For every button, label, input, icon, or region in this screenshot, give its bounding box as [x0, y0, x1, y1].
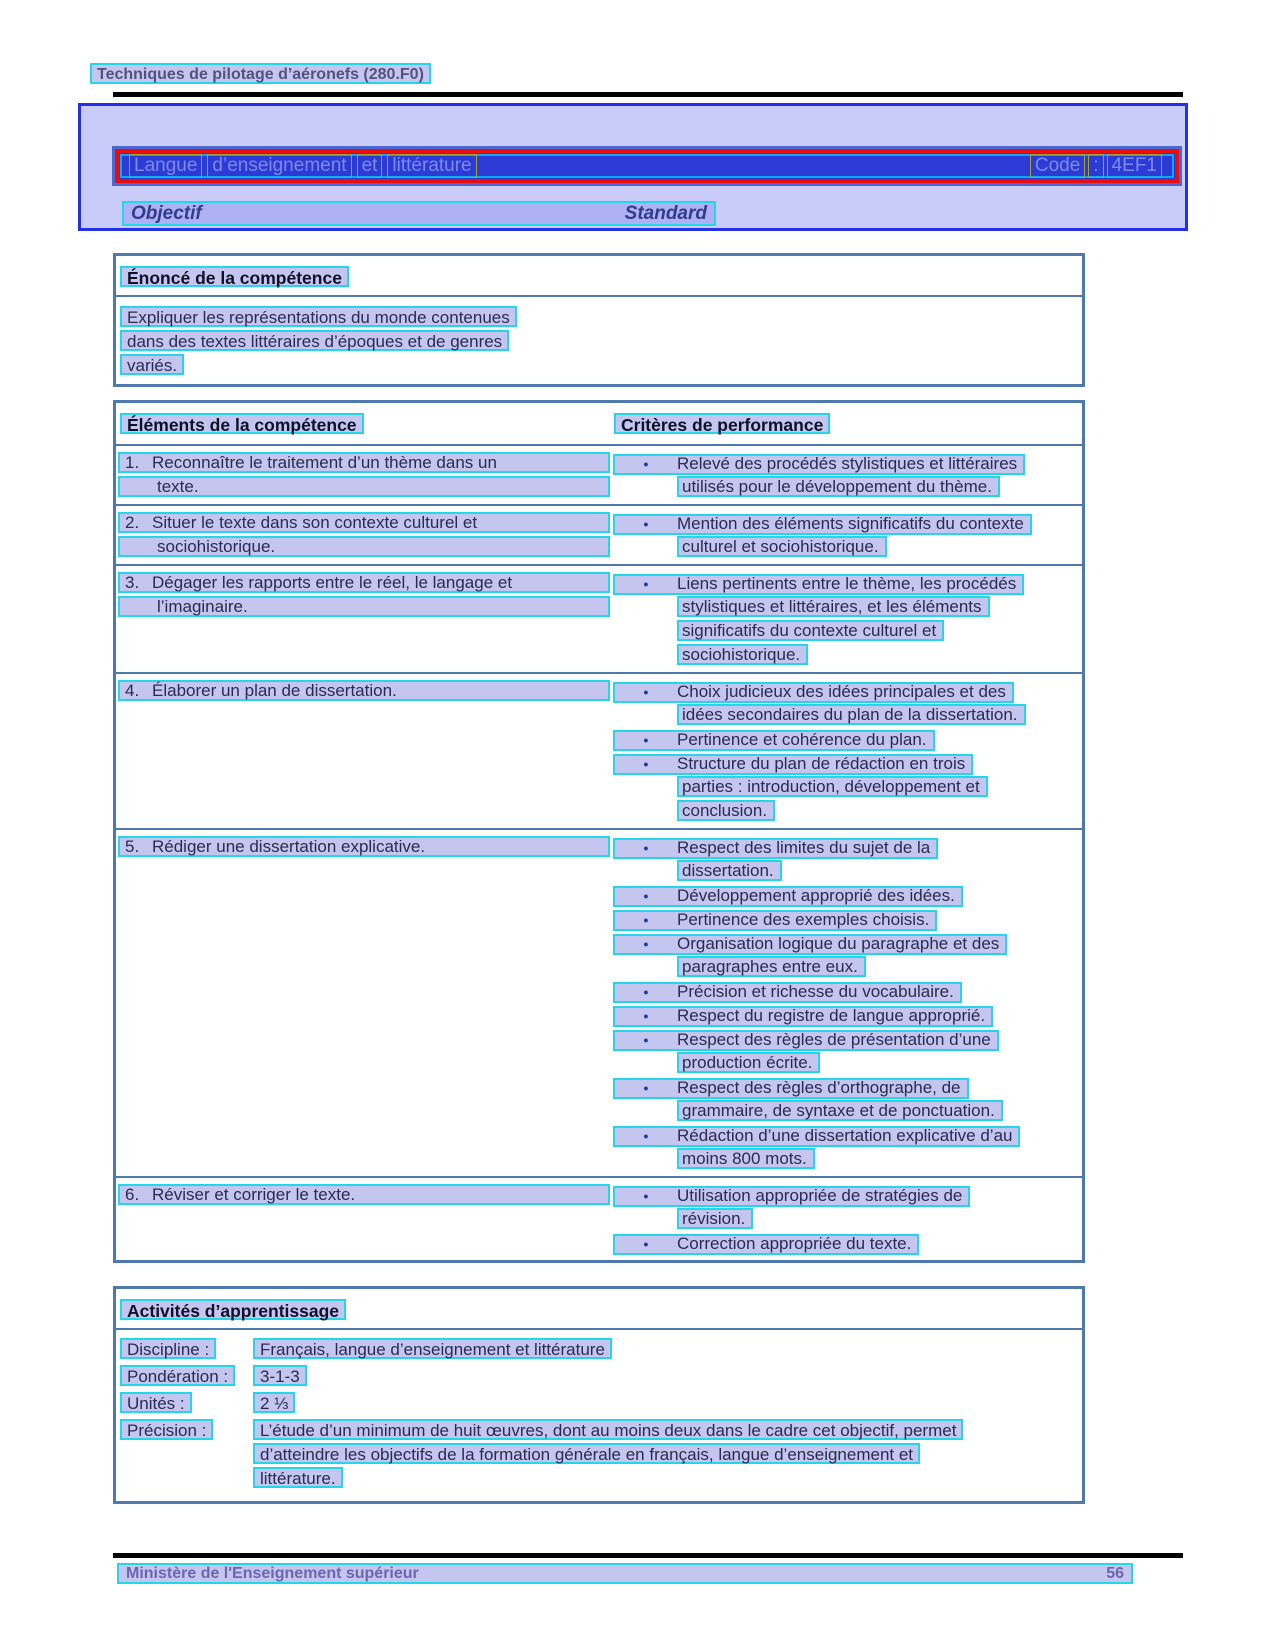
criterion-line: parties : introduction, développement et [682, 776, 980, 796]
bullet-icon: ● [643, 1083, 649, 1093]
bullet-icon: ● [643, 579, 649, 589]
enonce-header: Énoncé de la compétence [120, 266, 349, 287]
activities-header-row [116, 1289, 1082, 1330]
activity-value: 2 ⅓ [253, 1392, 295, 1413]
element-line: l’imaginaire. [157, 596, 248, 616]
elements-header-row [116, 403, 1082, 446]
table-row [116, 564, 1082, 672]
objectif-label: Objectif [131, 202, 202, 224]
enonce-header-row [116, 256, 1082, 297]
activity-value: d’atteindre les objectifs de la formation générale en français, langue d’enseignement et [253, 1443, 920, 1464]
item-number: 6. [125, 1184, 140, 1204]
activity-value: Français, langue d’enseignement et littérature [253, 1338, 612, 1359]
criterion-line: culturel et sociohistorique. [682, 536, 879, 556]
bullet-icon: ● [643, 459, 649, 469]
criterion-line: Choix judicieux des idées principales et des [677, 682, 1006, 701]
element-line: Dégager les rapports entre le réel, le langage et [152, 572, 513, 592]
bullet-icon: ● [643, 1131, 649, 1141]
course-title-bar [112, 146, 1182, 186]
criterion-line: Rédaction d’une dissertation explicative d’au [677, 1126, 1013, 1145]
course-word: Langue [129, 154, 202, 178]
criterion-line: paragraphes entre eux. [682, 956, 858, 976]
elements-header: Éléments de la compétence [120, 413, 364, 434]
element-line: sociohistorique. [157, 536, 276, 556]
activity-row [120, 1338, 1082, 1360]
course-word: et [357, 154, 383, 178]
criterion-line: Développement approprié des idées. [677, 886, 955, 905]
code-label: Code [1030, 154, 1085, 178]
bullet-icon: ● [643, 735, 649, 745]
activity-row [120, 1365, 1082, 1387]
item-number: 4. [125, 680, 140, 700]
criterion-line: conclusion. [682, 800, 768, 820]
criterion-line: stylistiques et littéraires, et les éléments [682, 596, 982, 616]
bullet-icon: ● [643, 759, 649, 769]
elements-box [113, 400, 1085, 1263]
table-row [116, 446, 1082, 504]
code-value: 4EF1 [1107, 154, 1162, 178]
course-word: d’enseignement [207, 154, 351, 178]
criterion-line: production écrite. [682, 1052, 813, 1072]
header-rule [113, 92, 1183, 97]
header-title: Techniques de pilotage d’aéronefs (280.F0) [90, 63, 431, 84]
criterion-line: Pertinence des exemples choisis. [677, 910, 930, 929]
bullet-icon: ● [643, 843, 649, 853]
item-number: 3. [125, 572, 140, 592]
course-title [129, 154, 482, 178]
criterion-line: révision. [682, 1208, 746, 1228]
footer-title: Ministère de l'Enseignement supérieur [126, 1564, 419, 1582]
criterion-line: sociohistorique. [682, 644, 801, 664]
activities-header: Activités d’apprentissage [120, 1299, 346, 1320]
criterion-line: Relevé des procédés stylistiques et littéraires [677, 454, 1018, 473]
criterion-line: Correction appropriée du texte. [677, 1234, 912, 1253]
standard-section-box [78, 103, 1188, 231]
table-row [116, 672, 1082, 828]
item-number: 1. [125, 452, 140, 472]
element-line: Reconnaître le traitement d’un thème dans un [152, 452, 497, 472]
criterion-line: significatifs du contexte culturel et [682, 620, 937, 640]
criterion-line: grammaire, de syntaxe et de ponctuation. [682, 1100, 995, 1120]
criterion-line: Structure du plan de rédaction en trois [677, 754, 966, 773]
table-row [116, 504, 1082, 564]
activity-label: Unités : [120, 1392, 192, 1413]
bullet-icon: ● [643, 687, 649, 697]
table-row [116, 828, 1082, 1176]
criterion-line: Respect des règles de présentation d’une [677, 1030, 991, 1049]
bullet-icon: ● [643, 1035, 649, 1045]
code-separator: : [1088, 154, 1103, 178]
criterion-line: Respect du registre de langue approprié. [677, 1006, 986, 1025]
enonce-line: variés. [120, 354, 184, 375]
bullet-icon: ● [643, 1239, 649, 1249]
standard-label: Standard [624, 202, 707, 224]
page-header [90, 63, 431, 84]
course-code [1030, 154, 1165, 178]
item-number: 2. [125, 512, 140, 532]
activities-body [116, 1330, 1082, 1501]
element-line: Élaborer un plan de dissertation. [152, 680, 397, 700]
footer-rule [113, 1553, 1183, 1558]
activity-label: Précision : [120, 1419, 213, 1440]
element-line: Réviser et corriger le texte. [152, 1184, 356, 1204]
bullet-icon: ● [643, 915, 649, 925]
activity-value: 3-1-3 [253, 1365, 307, 1386]
item-number: 5. [125, 836, 140, 856]
activity-value: L’étude d’un minimum de huit œuvres, dont au moins deux dans le cadre cet objectif, permet [253, 1419, 963, 1440]
course-word: littérature [387, 154, 476, 178]
criterion-line: idées secondaires du plan de la dissertation. [682, 704, 1018, 724]
bullet-icon: ● [643, 987, 649, 997]
criterion-line: dissertation. [682, 860, 774, 880]
bullet-icon: ● [643, 1011, 649, 1021]
page-footer [117, 1563, 1133, 1584]
bullet-icon: ● [643, 939, 649, 949]
criterion-line: Liens pertinents entre le thème, les procédés [677, 574, 1017, 593]
enonce-box [113, 253, 1085, 387]
objectif-standard-row [122, 201, 716, 226]
bullet-icon: ● [643, 891, 649, 901]
enonce-body [116, 297, 1082, 388]
element-line: Situer le texte dans son contexte culturel et [152, 512, 478, 532]
activity-row [120, 1392, 1082, 1414]
element-line: texte. [157, 476, 199, 496]
criterion-line: Respect des règles d’orthographe, de [677, 1078, 961, 1097]
course-title-red-frame [115, 149, 1179, 183]
activity-value: littérature. [253, 1467, 343, 1488]
criterion-line: Organisation logique du paragraphe et des [677, 934, 1000, 953]
element-line: Rédiger une dissertation explicative. [152, 836, 426, 856]
criterion-line: Respect des limites du sujet de la [677, 838, 931, 857]
criterion-line: moins 800 mots. [682, 1148, 807, 1168]
page-number: 56 [1106, 1564, 1124, 1582]
activity-row [120, 1419, 1082, 1488]
bullet-icon: ● [643, 519, 649, 529]
criterion-line: Utilisation appropriée de stratégies de [677, 1186, 963, 1205]
criterion-line: Mention des éléments significatifs du contexte [677, 514, 1024, 533]
activity-label: Discipline : [120, 1338, 216, 1359]
enonce-line: Expliquer les représentations du monde contenues [120, 306, 517, 327]
activities-box [113, 1286, 1085, 1504]
bullet-icon: ● [643, 1191, 649, 1201]
activity-label: Pondération : [120, 1365, 235, 1386]
criterion-line: utilisés pour le développement du thème. [682, 476, 992, 496]
enonce-line: dans des textes littéraires d’époques et de genres [120, 330, 509, 351]
criterion-line: Précision et richesse du vocabulaire. [677, 982, 954, 1001]
table-row [116, 1176, 1082, 1260]
criteres-header: Critères de performance [614, 413, 830, 434]
criterion-line: Pertinence et cohérence du plan. [677, 730, 927, 749]
